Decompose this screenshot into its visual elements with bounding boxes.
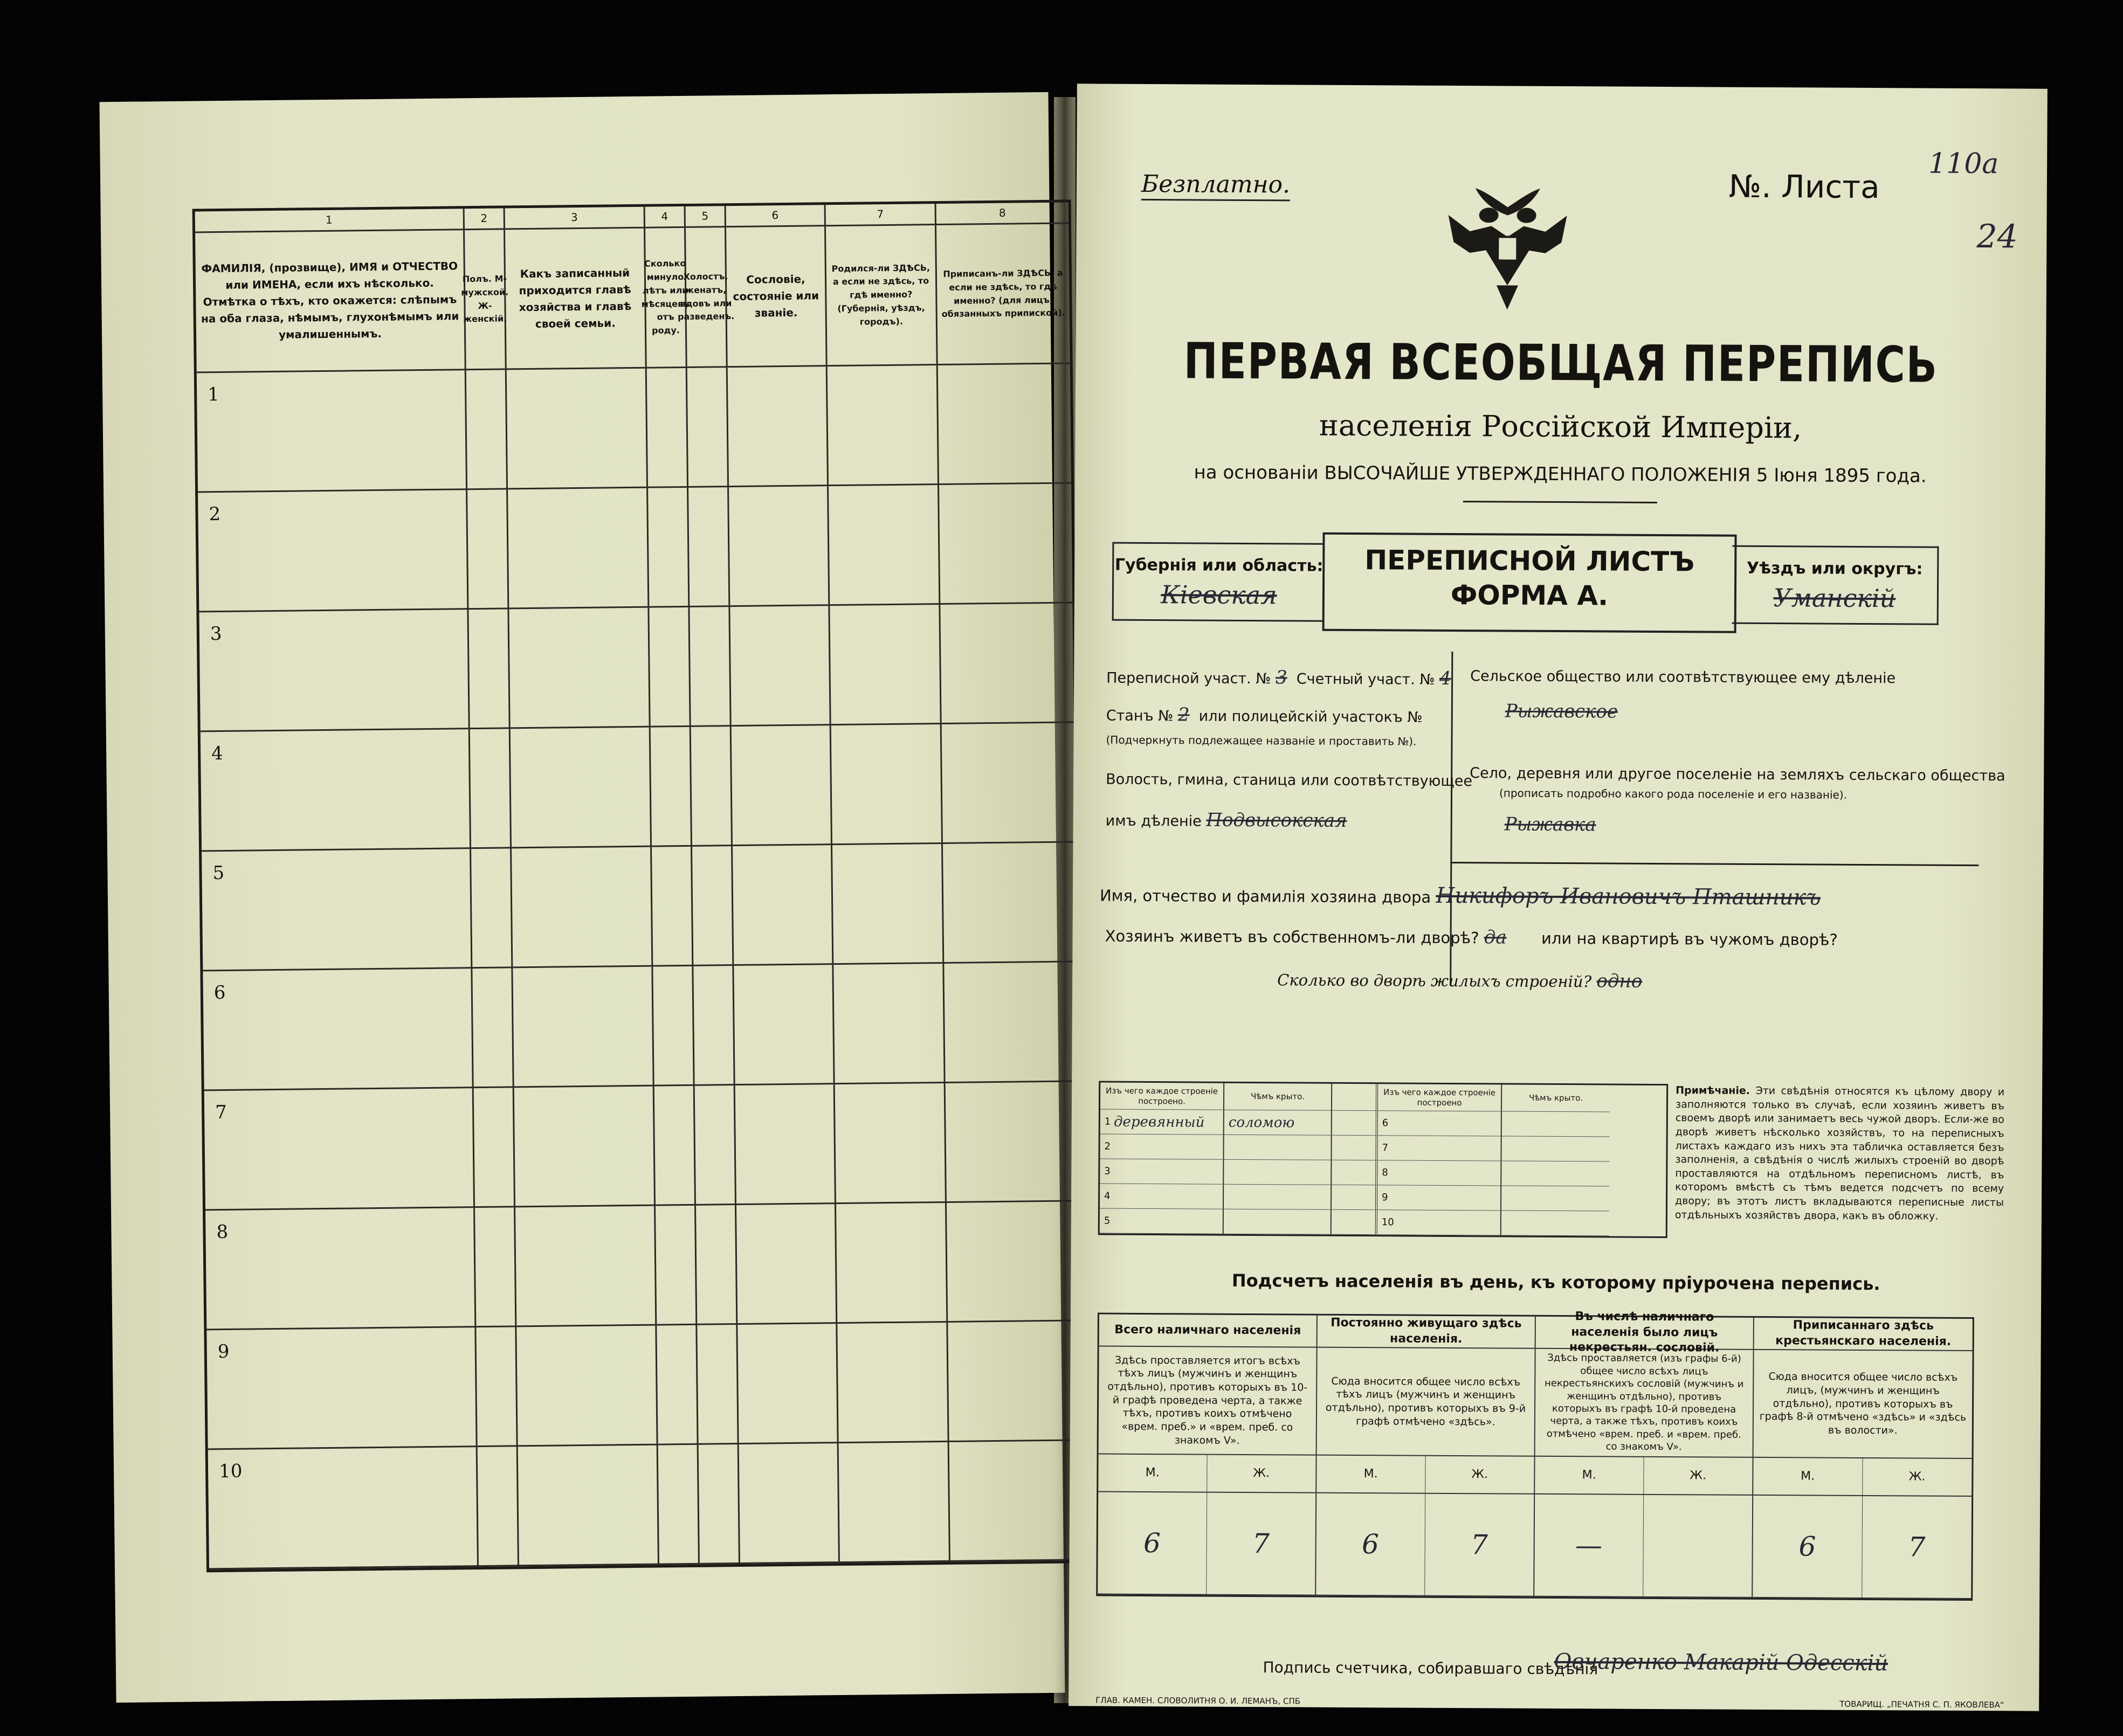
village-value: Рыжавка bbox=[1504, 813, 1596, 836]
pop-description: Сюда вносится общее число всѣхъ лицъ, (мужчинъ и женщинъ отдѣльно), противъ которыхъ въ графѣ 8-й отмѣчено «здѣсь» и «здѣсь въ волости». bbox=[1754, 1350, 1973, 1459]
column-number: 2 bbox=[465, 208, 505, 230]
table-row-number: 5 bbox=[202, 849, 472, 971]
census-basis: на основаніи ВЫСОЧАЙШЕ УТВЕРЖДЕННАГО ПОЛОЖЕНІЯ 5 Іюня 1895 года. bbox=[1194, 461, 1927, 487]
pop-values: 6 7 bbox=[1098, 1492, 1316, 1596]
column-header-name: ФАМИЛІЯ, (прозвище), ИМЯ и ОТЧЕСТВО или ИМЕНА, если ихъ нѣсколько. Отмѣтка о тѣхъ, кто окажется: слѣпымъ на оба глаза, нѣмымъ, глухонѣмымъ или умалишеннымъ. bbox=[195, 230, 466, 373]
volost-label: Волость, гмина, станица или соотвѣтствующее bbox=[1106, 771, 1473, 790]
column-number: 8 bbox=[936, 202, 1069, 225]
column-number: 5 bbox=[686, 206, 726, 228]
police-label: или полицейскій участокъ № bbox=[1198, 708, 1423, 726]
owner-field bbox=[1100, 882, 1821, 910]
building-row: 3 bbox=[1100, 1159, 1224, 1185]
pop-header: Постоянно живущаго здѣсь населенія. bbox=[1318, 1316, 1536, 1349]
building-row: 4 bbox=[1100, 1184, 1224, 1209]
buildings-question-field bbox=[1277, 969, 1642, 992]
rented-label: или на квартирѣ въ чужомъ дворѣ? bbox=[1541, 929, 1838, 949]
buildings-header: Изъ чего каждое строеніе построено. bbox=[1100, 1083, 1224, 1110]
stan-value: 2 bbox=[1177, 704, 1190, 726]
table-row-number: 8 bbox=[205, 1208, 476, 1330]
buildings-question: Сколько во дворѣ жилыхъ строеній? bbox=[1277, 971, 1592, 991]
pop-description: Сюда вносится общее число всѣхъ тѣхъ лицъ (мужчинъ и женщинъ отдѣльно), противъ которыхъ въ 9-й графѣ отмѣчено «здѣсь». bbox=[1317, 1348, 1536, 1457]
right-page bbox=[1069, 84, 2048, 1711]
column-header-birthplace: Родился-ли ЗДѢСЬ, а если не здѣсь, то гдѣ именно? (Губернія, уѣздъ, городъ). bbox=[826, 225, 938, 366]
table-row-number: 7 bbox=[204, 1088, 475, 1211]
census-district-value: 3 bbox=[1275, 667, 1287, 689]
free-label: Безплатно. bbox=[1141, 170, 1290, 201]
building-row: 8 bbox=[1377, 1160, 1501, 1186]
buildings-note bbox=[1675, 1084, 2004, 1224]
divider bbox=[1450, 862, 1979, 866]
household-members-table bbox=[192, 199, 1085, 1572]
counting-district-label: Счетный участ. № bbox=[1296, 670, 1435, 688]
column-header-relation: Какъ записанный приходится главѣ хозяйства и главѣ своей семьи. bbox=[505, 229, 647, 370]
buildings-header bbox=[1332, 1084, 1378, 1111]
pop-header: Приписаннаго здѣсь крестьянскаго населенія. bbox=[1754, 1318, 1973, 1351]
volost-value: Подвысокская bbox=[1206, 809, 1347, 832]
volost-label-2: имъ дѣленіе bbox=[1105, 812, 1202, 830]
building-row: 10 bbox=[1377, 1210, 1501, 1235]
sex-header: М. Ж. bbox=[1753, 1458, 1972, 1497]
table-row-number: 6 bbox=[203, 969, 473, 1091]
province-value: Кіевская bbox=[1161, 580, 1277, 610]
building-row: 9 bbox=[1377, 1185, 1501, 1211]
table-row-number: 10 bbox=[208, 1447, 479, 1569]
building-roof: соломою bbox=[1224, 1110, 1332, 1136]
pop-description: Здѣсь проставляется итогъ всѣхъ тѣхъ лицъ (мужчинъ и женщинъ отдѣльно), противъ которыхъ въ 10-й графѣ проведена черта, а также тѣхъ, противъ коихъ отмѣчено «врем. преб.» и «врем. преб. со знакомъ V». bbox=[1099, 1347, 1318, 1456]
table-row-number: 2 bbox=[198, 490, 468, 612]
column-header-age: Сколько минуло лѣтъ или мѣсяцевъ отъ роду. bbox=[645, 228, 687, 369]
pop-header: Въ числѣ наличнаго населенія было лицъ некрестьян. сословій. bbox=[1536, 1317, 1754, 1350]
sheet-number-label: №. Листа bbox=[1728, 168, 1880, 206]
society-value: Рыжавское bbox=[1505, 700, 1618, 723]
building-row: 7 bbox=[1377, 1136, 1501, 1161]
column-header-registered: Приписанъ-ли ЗДѢСЬ, а если не здѣсь, то гдѣ именно? (для лицъ, обязанныхъ припиской). bbox=[936, 224, 1070, 365]
note-label: Примѣчаніе. bbox=[1676, 1084, 1750, 1097]
printer-imprint-right: ТОВАРИЩ. „ПЕЧАТНЯ С. П. ЯКОВЛЕВА“ bbox=[1839, 1699, 2004, 1710]
sex-header: М. Ж. bbox=[1098, 1455, 1316, 1493]
signature-label: Подпись счетчика, собиравшаго свѣдѣнія bbox=[1263, 1658, 1598, 1678]
lives-label: Хозяинъ живетъ въ собственномъ-ли дворѣ? bbox=[1105, 926, 1479, 947]
sex-header: М. Ж. bbox=[1535, 1457, 1753, 1496]
table-row-number: 1 bbox=[197, 370, 467, 493]
village-value-wrap bbox=[1505, 813, 1596, 835]
building-row: 6 bbox=[1378, 1111, 1502, 1136]
double-headed-eagle-icon bbox=[1437, 183, 1578, 313]
left-page bbox=[99, 92, 1065, 1703]
column-number: 4 bbox=[645, 206, 686, 229]
pop-values: — bbox=[1534, 1495, 1753, 1598]
population-table bbox=[1096, 1310, 1974, 1601]
village-label: Село, деревня или другое поселеніе на земляхъ сельскаго общества bbox=[1470, 765, 2005, 785]
stan-label: Станъ № bbox=[1106, 707, 1174, 725]
volost-field bbox=[1106, 809, 1347, 832]
divider bbox=[1463, 501, 1657, 503]
province-box bbox=[1112, 542, 1325, 622]
province-label: Губернія или область: bbox=[1114, 555, 1324, 576]
table-row-number: 4 bbox=[201, 729, 471, 852]
column-header-marital: Холостъ, женатъ, вдовъ или разведенъ. bbox=[686, 227, 728, 368]
column-header-sex: Полъ. М-мужской. Ж-женскій. bbox=[465, 230, 507, 370]
table-row-number: 3 bbox=[199, 610, 470, 732]
county-box bbox=[1732, 545, 1939, 625]
buildings-table bbox=[1098, 1081, 1668, 1239]
county-value: Уманскій bbox=[1773, 583, 1896, 613]
column-number: 1 bbox=[195, 209, 465, 233]
buildings-header: Чѣмъ крыто. bbox=[1502, 1084, 1610, 1112]
census-subtitle: населенія Россійской Имперіи, bbox=[1319, 408, 1802, 445]
lives-value: да bbox=[1484, 926, 1507, 949]
form-title: ПЕРЕПИСНОЙ ЛИСТЪ bbox=[1364, 544, 1695, 578]
column-number: 7 bbox=[826, 204, 936, 226]
buildings-header: Изъ чего каждое строеніе построено bbox=[1378, 1084, 1502, 1111]
pop-values: 6 7 bbox=[1753, 1496, 1972, 1599]
census-title: ПЕРВАЯ ВСЕОБЩАЯ ПЕРЕПИСЬ bbox=[1183, 332, 1938, 394]
pop-description: Здѣсь проставляется (изъ графы 6-й) общее число всѣхъ лицъ некрестьянскихъ сословій (мужчинъ и женщинъ отдѣльно), противъ которыхъ въ графѣ 10-й проведена черта, а также тѣхъ, противъ коихъ отмѣчено «врем. преб. и «врем. преб. со знакомъ V». bbox=[1535, 1349, 1754, 1458]
column-number: 3 bbox=[505, 207, 645, 230]
lives-field bbox=[1105, 925, 1838, 950]
buildings-answer: одно bbox=[1596, 970, 1643, 992]
sheet-extra-number: 24 bbox=[1976, 218, 2018, 256]
column-header-estate: Сословіе, состояніе или званіе. bbox=[726, 226, 828, 368]
building-row: 2 bbox=[1100, 1135, 1224, 1160]
building-row: 1 деревянный bbox=[1100, 1110, 1224, 1135]
owner-value: Никифоръ Ивановичъ Пташникъ bbox=[1436, 883, 1821, 910]
owner-label: Имя, отчество и фамилія хозяина двора bbox=[1099, 886, 1431, 907]
buildings-header: Чѣмъ крыто. bbox=[1224, 1083, 1332, 1111]
note-text: Эти свѣдѣнія относятся къ цѣлому двору и заполняются только въ случаѣ, если хозяинъ живетъ въ своемъ дворѣ или занимаетъ весь чужой дворъ. Если-же во дворѣ живетъ нѣсколько хозяйствъ, то на переписныхъ листахъ каждаго изъ нихъ эта табличка оставляется безъ заполненія, а свѣдѣнія о числѣ жилыхъ строеній во дворѣ проставляются на отдѣльномъ переписномъ листѣ, въ которомъ вмѣстѣ съ тѣмъ ведется подсчетъ по всему двору; въ этотъ листъ вкладываются переписные листы отдѣльныхъ хозяйствъ двора, какъ въ обложку. bbox=[1674, 1084, 2005, 1222]
enumerator-signature: Овчаренко Макарій Одесскій bbox=[1554, 1649, 1888, 1676]
counting-district-value: 4 bbox=[1439, 667, 1451, 689]
society-label: Сельское общество или соотвѣтствующее ему дѣленіе bbox=[1470, 668, 1896, 687]
stan-note: (Подчеркнуть подлежащее названіе и проставить №). bbox=[1106, 733, 1417, 748]
pop-header: Всего наличнаго населенія bbox=[1099, 1315, 1318, 1348]
sheet-number-value: 110а bbox=[1928, 147, 1999, 181]
printer-imprint-left: ГЛАВ. КАМЕН. СЛОВОЛИТНЯ О. И. ЛЕМАНЪ, СПБ bbox=[1095, 1695, 1301, 1706]
stan-field bbox=[1106, 704, 1423, 727]
building-row: 5 bbox=[1100, 1209, 1224, 1234]
population-heading: Подсчетъ населенія въ день, къ которому пріурочена перепись. bbox=[1231, 1270, 1880, 1295]
village-note: (прописать подробно какого рода поселеніе и его названіе). bbox=[1499, 786, 1848, 801]
table-row-number: 9 bbox=[206, 1327, 477, 1450]
society-value-wrap bbox=[1505, 700, 1618, 722]
pop-values: 6 7 bbox=[1316, 1493, 1535, 1597]
sex-header: М. Ж. bbox=[1316, 1456, 1535, 1495]
column-number: 6 bbox=[726, 205, 826, 227]
census-district-field bbox=[1106, 666, 1451, 689]
form-code: ФОРМА А. bbox=[1450, 579, 1609, 612]
county-label: Уѣздъ или округъ: bbox=[1746, 558, 1923, 579]
form-box bbox=[1322, 532, 1737, 633]
census-district-label: Переписной участ. № bbox=[1106, 669, 1271, 688]
